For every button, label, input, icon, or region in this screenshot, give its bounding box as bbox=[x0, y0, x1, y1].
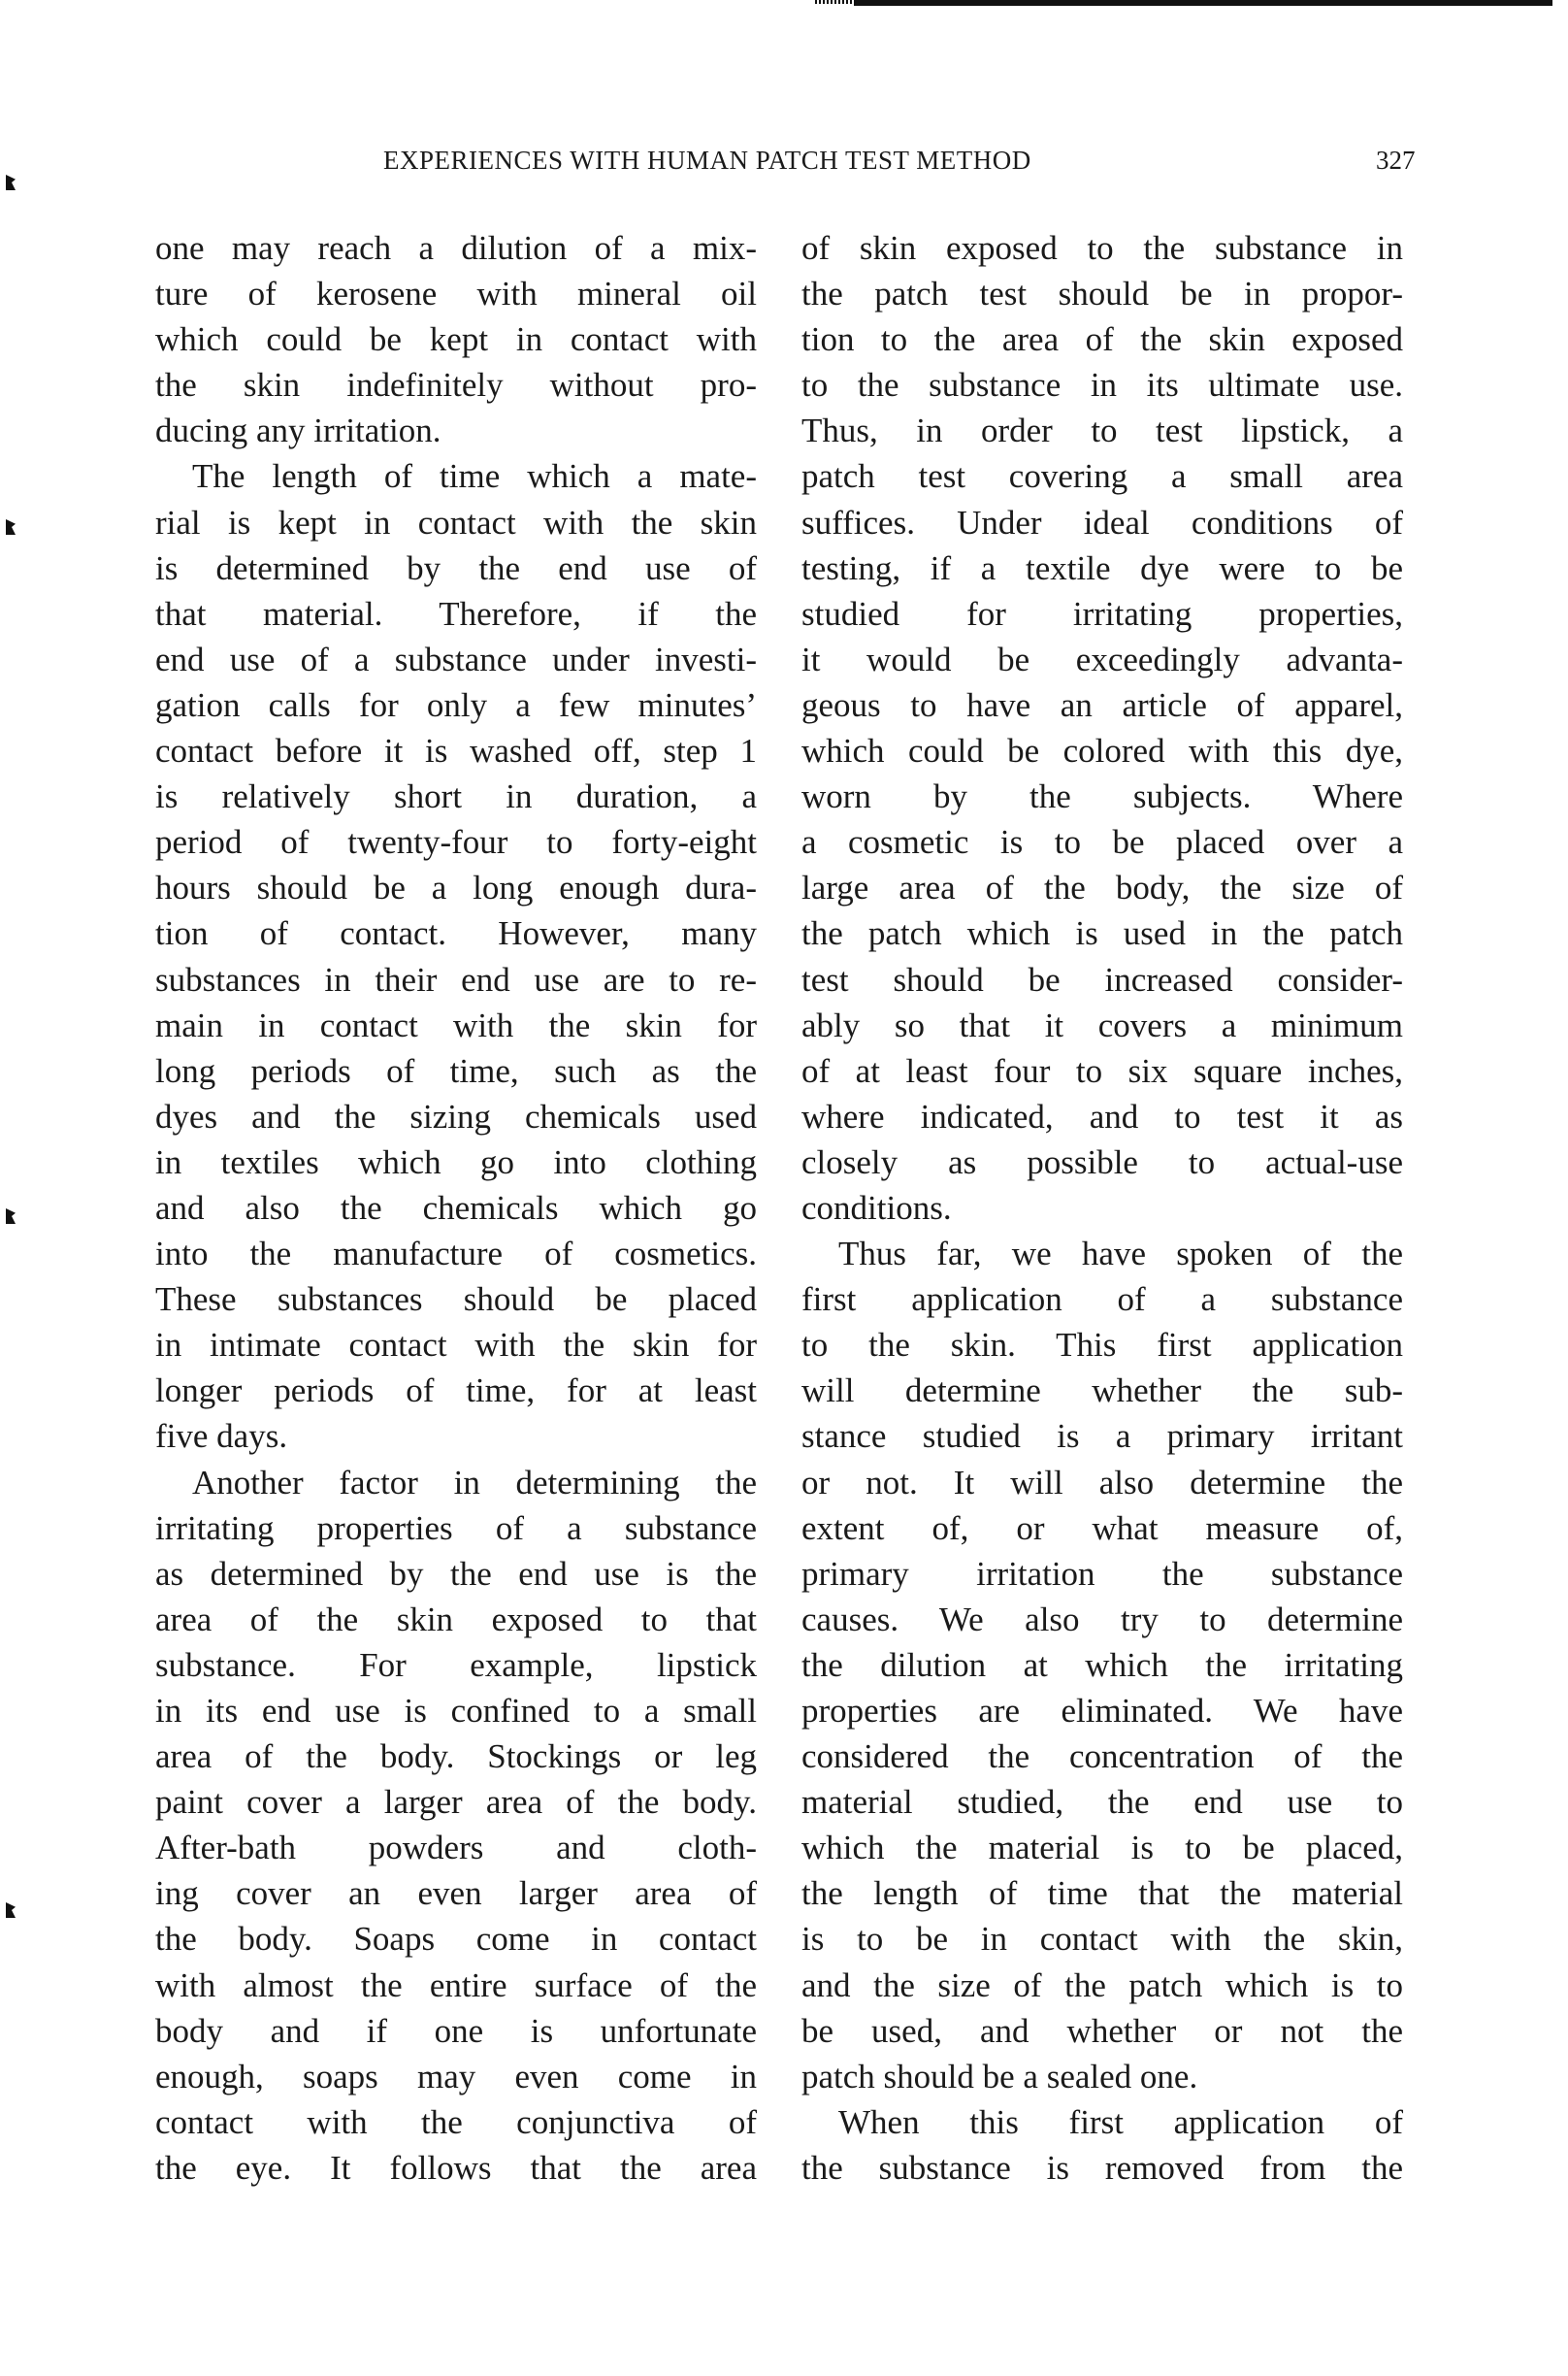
text-line: it would be exceedingly advanta- bbox=[801, 640, 1403, 678]
paragraph bbox=[155, 1460, 757, 2192]
text-line: is to be in contact with the skin, bbox=[801, 1920, 1403, 1959]
text-line: enough, soaps may even come in bbox=[155, 2057, 757, 2096]
text-line: the eye. It follows that the area bbox=[155, 2148, 757, 2187]
text-line: be used, and whether or not the bbox=[801, 2011, 1403, 2050]
text-line: irritating properties of a substance bbox=[155, 1508, 757, 1547]
text-line: first application of a substance bbox=[801, 1280, 1403, 1319]
text-line: The length of time which a mate- bbox=[192, 457, 757, 496]
text-line: which the material is to be placed, bbox=[801, 1829, 1403, 1867]
running-header: EXPERIENCES WITH HUMAN PATCH TEST METHOD bbox=[383, 146, 1031, 175]
text-line: worn by the subjects. Where bbox=[801, 777, 1403, 816]
text-line: in its end use is confined to a small bbox=[155, 1692, 757, 1730]
text-line: Thus far, we have spoken of the bbox=[838, 1235, 1403, 1273]
text-line: substances in their end use are to re- bbox=[155, 960, 757, 999]
text-line: of skin exposed to the substance in bbox=[801, 229, 1403, 267]
text-line: extent of, or what measure of, bbox=[801, 1508, 1403, 1547]
text-line: primary irritation the substance bbox=[801, 1554, 1403, 1593]
paragraph bbox=[801, 1231, 1403, 2099]
text-line: long periods of time, such as the bbox=[155, 1051, 757, 1090]
text-line: is determined by the end use of bbox=[155, 548, 757, 587]
text-line: main in contact with the skin for bbox=[155, 1006, 757, 1044]
text-line: and the size of the patch which is to bbox=[801, 1965, 1403, 2004]
text-line: When this first application of bbox=[838, 2102, 1403, 2141]
text-line: After-bath powders and cloth- bbox=[155, 1829, 757, 1867]
text-line: geous to have an article of apparel, bbox=[801, 685, 1403, 724]
text-line: as determined by the end use is the bbox=[155, 1554, 757, 1593]
text-line: material studied, the end use to bbox=[801, 1783, 1403, 1822]
text-line: patch test covering a small area bbox=[801, 457, 1403, 496]
text-line: Thus, in order to test lipstick, a bbox=[801, 412, 1403, 450]
paragraph bbox=[155, 225, 757, 453]
text-line: of at least four to six square inches, bbox=[801, 1051, 1403, 1090]
text-line: ably so that it covers a minimum bbox=[801, 1006, 1403, 1044]
text-line: test should be increased consider- bbox=[801, 960, 1403, 999]
text-line: substance. For example, lipstick bbox=[155, 1645, 757, 1684]
text-line: large area of the body, the size of bbox=[801, 869, 1403, 908]
right-column bbox=[801, 225, 1403, 2191]
text-line: to the skin. This first application bbox=[801, 1326, 1403, 1365]
text-line: in textiles which go into clothing bbox=[155, 1142, 757, 1181]
text-line: contact before it is washed off, step 1 bbox=[155, 732, 757, 771]
text-line: rial is kept in contact with the skin bbox=[155, 503, 757, 542]
scan-artifact-bar bbox=[854, 0, 1552, 6]
text-line: conditions. bbox=[801, 1188, 952, 1227]
text-line: the length of time that the material bbox=[801, 1874, 1403, 1913]
text-line: stance studied is a primary irritant bbox=[801, 1417, 1403, 1456]
text-line: into the manufacture of cosmetics. bbox=[155, 1235, 757, 1273]
text-line: causes. We also try to determine bbox=[801, 1600, 1403, 1638]
text-line: will determine whether the sub- bbox=[801, 1371, 1403, 1410]
text-line: studied for irritating properties, bbox=[801, 594, 1403, 633]
text-line: patch should be a sealed one. bbox=[801, 2057, 1198, 2096]
text-line: or not. It will also determine the bbox=[801, 1463, 1403, 1502]
scan-artifact-barcode bbox=[815, 0, 854, 4]
text-line: hours should be a long enough dura- bbox=[155, 869, 757, 908]
text-line: to the substance in its ultimate use. bbox=[801, 366, 1403, 405]
text-line: ducing any irritation. bbox=[155, 412, 441, 450]
text-line: body and if one is unfortunate bbox=[155, 2011, 757, 2050]
margin-mark bbox=[6, 175, 16, 190]
text-line: that material. Therefore, if the bbox=[155, 594, 757, 633]
text-line: paint cover a larger area of the body. bbox=[155, 1783, 757, 1822]
text-line: properties are eliminated. We have bbox=[801, 1692, 1403, 1730]
text-line: contact with the conjunctiva of bbox=[155, 2102, 757, 2141]
text-line: the substance is removed from the bbox=[801, 2148, 1403, 2187]
text-line: These substances should be placed bbox=[155, 1280, 757, 1319]
page-number: 327 bbox=[1376, 146, 1416, 175]
text-line: dyes and the sizing chemicals used bbox=[155, 1097, 757, 1136]
text-line: tion of contact. However, many bbox=[155, 914, 757, 953]
text-line: period of twenty-four to forty-eight bbox=[155, 823, 757, 862]
text-line: ture of kerosene with mineral oil bbox=[155, 275, 757, 314]
text-line: area of the body. Stockings or leg bbox=[155, 1737, 757, 1776]
text-line: ing cover an even larger area of bbox=[155, 1874, 757, 1913]
text-line: the dilution at which the irritating bbox=[801, 1645, 1403, 1684]
paragraph bbox=[801, 225, 1403, 1231]
text-line: a cosmetic is to be placed over a bbox=[801, 823, 1403, 862]
text-line: tion to the area of the skin exposed bbox=[801, 320, 1403, 359]
margin-mark bbox=[6, 1208, 16, 1224]
text-line: which could be colored with this dye, bbox=[801, 732, 1403, 771]
margin-mark bbox=[6, 519, 16, 535]
text-line: where indicated, and to test it as bbox=[801, 1097, 1403, 1136]
text-line: Another factor in determining the bbox=[192, 1463, 757, 1502]
paragraph bbox=[801, 2099, 1403, 2191]
text-line: one may reach a dilution of a mix- bbox=[155, 229, 757, 267]
text-line: the patch test should be in propor- bbox=[801, 275, 1403, 314]
text-line: considered the concentration of the bbox=[801, 1737, 1403, 1776]
text-line: the skin indefinitely without pro- bbox=[155, 366, 757, 405]
text-line: longer periods of time, for at least bbox=[155, 1371, 757, 1410]
text-line: the body. Soaps come in contact bbox=[155, 1920, 757, 1959]
text-line: suffices. Under ideal conditions of bbox=[801, 503, 1403, 542]
left-column bbox=[155, 225, 757, 2191]
text-line: is relatively short in duration, a bbox=[155, 777, 757, 816]
text-line: which could be kept in contact with bbox=[155, 320, 757, 359]
text-line: end use of a substance under investi- bbox=[155, 640, 757, 678]
text-line: and also the chemicals which go bbox=[155, 1188, 757, 1227]
text-line: testing, if a textile dye were to be bbox=[801, 548, 1403, 587]
text-line: with almost the entire surface of the bbox=[155, 1965, 757, 2004]
paragraph bbox=[155, 453, 757, 1459]
text-line: five days. bbox=[155, 1417, 288, 1456]
text-line: area of the skin exposed to that bbox=[155, 1600, 757, 1638]
text-line: in intimate contact with the skin for bbox=[155, 1326, 757, 1365]
text-line: gation calls for only a few minutes’ bbox=[155, 685, 757, 724]
text-line: the patch which is used in the patch bbox=[801, 914, 1403, 953]
margin-mark bbox=[6, 1902, 16, 1918]
text-line: closely as possible to actual-use bbox=[801, 1142, 1403, 1181]
